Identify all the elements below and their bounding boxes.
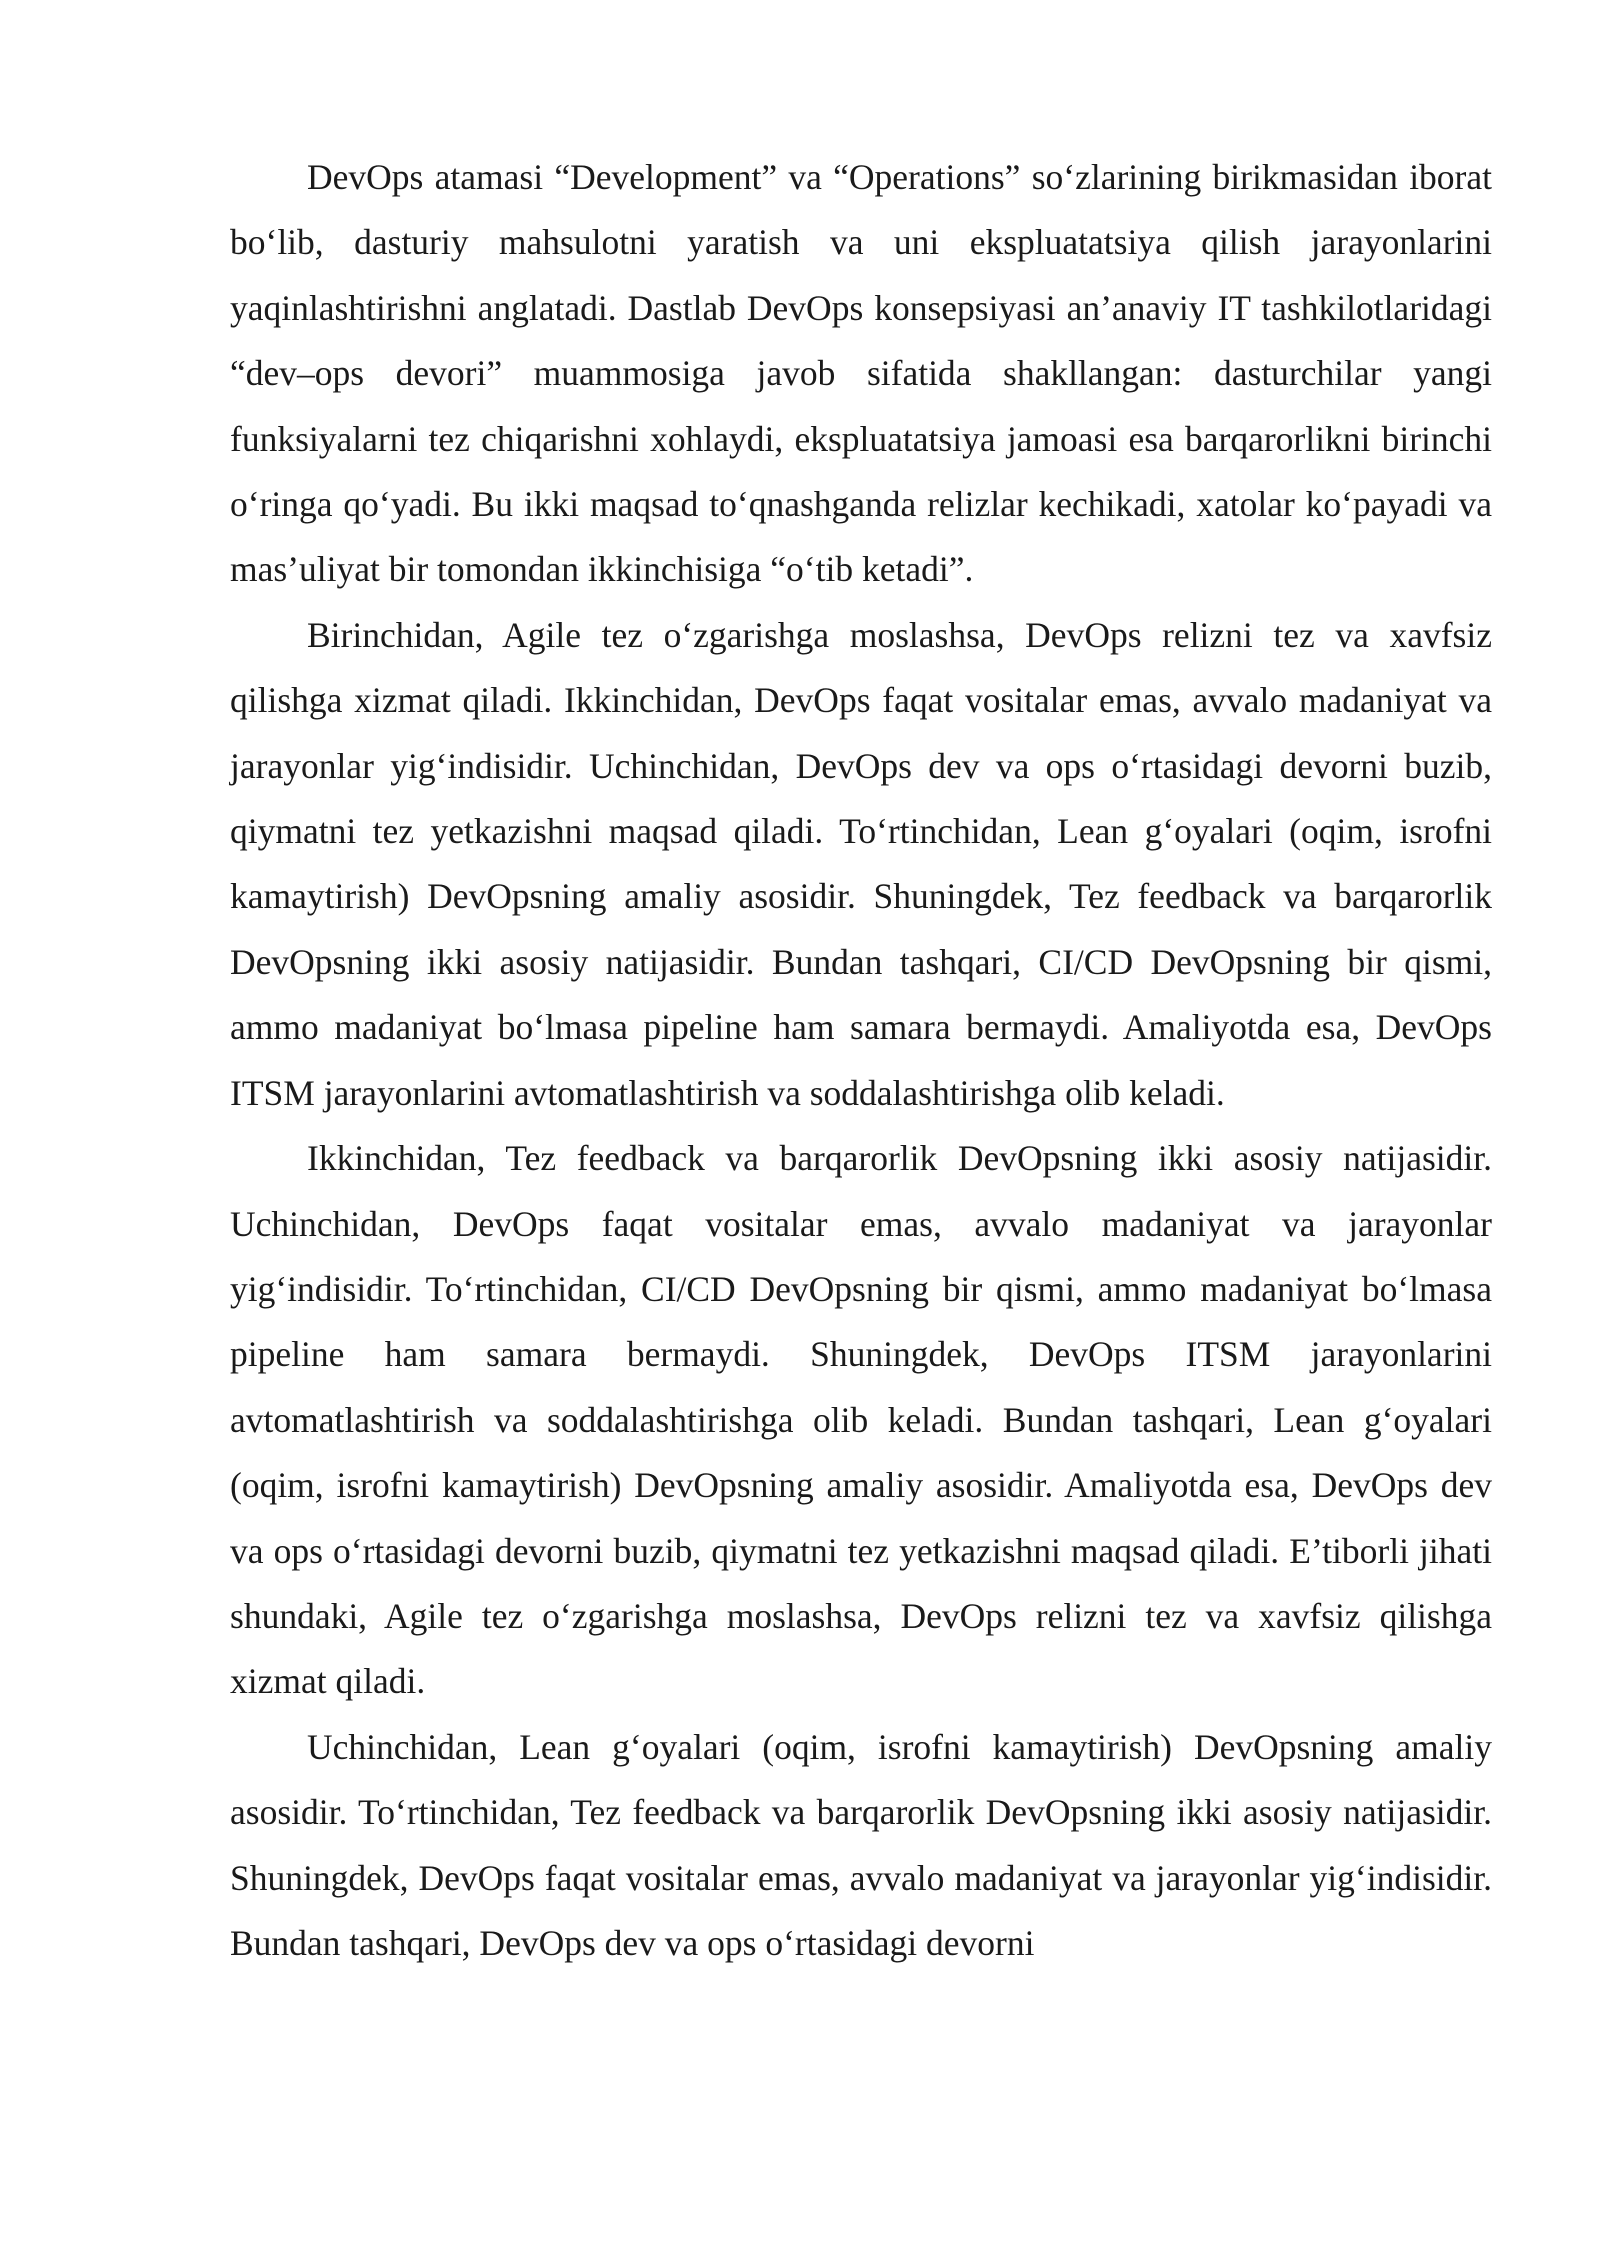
paragraph-4: Uchinchidan, Lean g‘oyalari (oqim, isrofni kamaytirish) DevOpsning amaliy asosidir. To‘rtinchidan, Tez feedback va barqarorlik DevOpsning ikki asosiy natijasidir. Shuningdek, DevOps faqat vositalar emas, avvalo madaniyat va jarayonlar yig‘indisidir. Bundan tashqari, DevOps dev va ops o‘rtasidagi devorni <box>230 1726 1492 1963</box>
paragraph-3: Ikkinchidan, Tez feedback va barqarorlik DevOpsning ikki asosiy natijasidir. Uchinchidan, DevOps faqat vositalar emas, avvalo madaniyat va jarayonlar yig‘indisidir. To‘rtinchidan, CI/CD DevOpsning bir qismi, ammo madaniyat bo‘lmasa pipeline ham samara bermaydi. Shuningdek, DevOps ITSM jarayonlarini avtomatlashtirish va soddalashtirishga olib keladi. Bundan tashqari, Lean g‘oyalari (oqim, isrofni kamaytirish) DevOpsning amaliy asosidir. Amaliyotda esa, DevOps dev va ops o‘rtasidagi devorni buzib, qiymatni tez yetkazishni maqsad qiladi. E’tiborli jihati shundaki, Agile tez o‘zgarishga moslashsa, DevOps relizni tez va xavfsiz qilishga xizmat qiladi. <box>230 1138 1492 1702</box>
document-body <box>230 145 1492 1976</box>
paragraph-2: Birinchidan, Agile tez o‘zgarishga moslashsa, DevOps relizni tez va xavfsiz qilishga xizmat qiladi. Ikkinchidan, DevOps faqat vositalar emas, avvalo madaniyat va jarayonlar yig‘indisidir. Uchinchidan, DevOps dev va ops o‘rtasidagi devorni buzib, qiymatni tez yetkazishni maqsad qiladi. To‘rtinchidan, Lean g‘oyalari (oqim, isrofni kamaytirish) DevOpsning amaliy asosidir. Shuningdek, Tez feedback va barqarorlik DevOpsning ikki asosiy natijasidir. Bundan tashqari, CI/CD DevOpsning bir qismi, ammo madaniyat bo‘lmasa pipeline ham samara bermaydi. Amaliyotda esa, DevOps ITSM jarayonlarini avtomatlashtirish va soddalashtirishga olib keladi. <box>230 614 1492 1113</box>
paragraph-1: DevOps atamasi “Development” va “Operations” so‘zlarining birikmasidan iborat bo‘lib, dasturiy mahsulotni yaratish va uni ekspluatatsiya qilish jarayonlarini yaqinlashtirishni anglatadi. Dastlab DevOps konsepsiyasi an’anaviy IT tashkilotlaridagi “dev–ops devori” muammosiga javob sifatida shakllangan: dasturchilar yangi funksiyalarni tez chiqarishni xohlaydi, ekspluatatsiya jamoasi esa barqarorlikni birinchi o‘ringa qo‘yadi. Bu ikki maqsad to‘qnashganda relizlar kechikadi, xatolar ko‘payadi va mas’uliyat bir tomondan ikkinchisiga “o‘tib ketadi”. <box>230 157 1492 590</box>
